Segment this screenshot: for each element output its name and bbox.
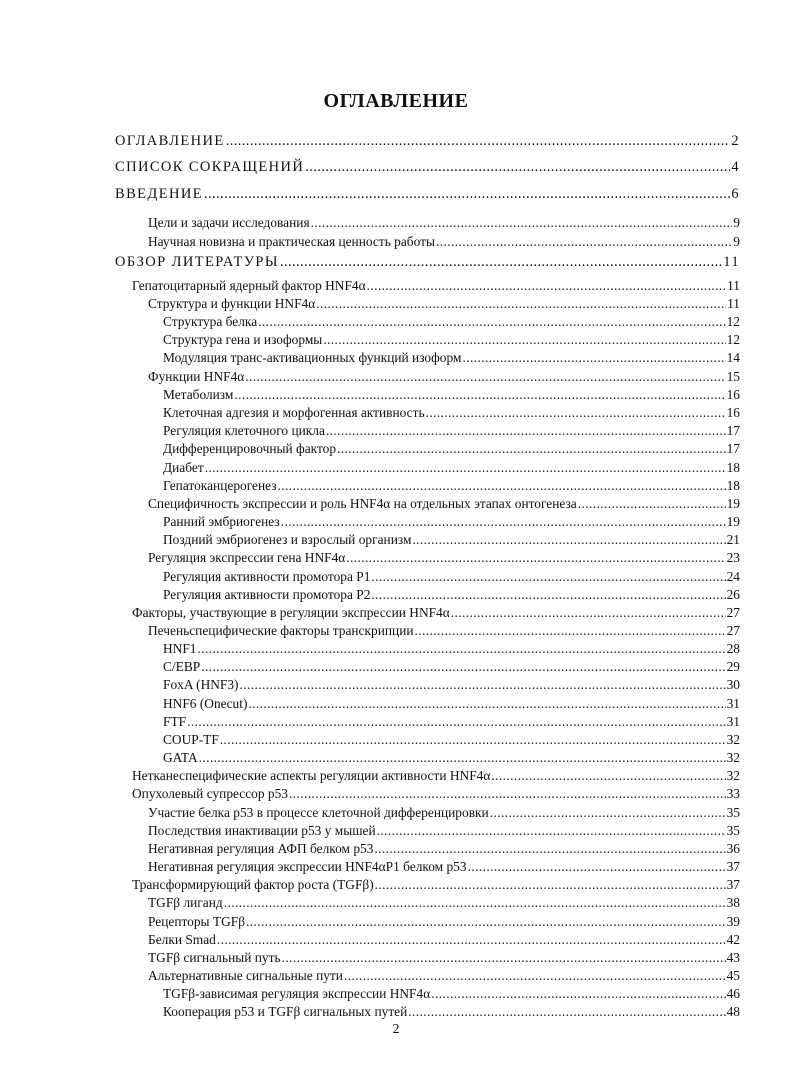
toc-leader-dots xyxy=(224,895,726,911)
toc-entry-label: Опухолевый супрессор р53 xyxy=(132,786,289,801)
toc-entry xyxy=(115,986,740,1002)
toc-entry xyxy=(115,496,740,512)
toc-leader-dots xyxy=(278,478,726,494)
toc-entry-page: 27 xyxy=(726,605,740,620)
toc-entry-page: 11 xyxy=(727,296,740,311)
toc-entry-label: Структура гена и изоформы xyxy=(163,332,323,347)
toc-entry-label: TGFβ-зависимая регуляция экспрессии HNF4α xyxy=(163,986,431,1001)
toc-entry xyxy=(115,550,740,566)
toc-entry xyxy=(115,732,740,748)
toc-entry-label: СПИСОК СОКРАЩЕНИЙ xyxy=(115,159,305,175)
toc-entry-label: Негативная регуляция АФП белком р53 xyxy=(148,841,374,856)
toc-entry xyxy=(115,569,740,585)
toc-leader-dots xyxy=(451,605,726,621)
toc-entry-label: Факторы, участвующие в регуляции экспрессии HNF4α xyxy=(132,605,450,620)
toc-entry xyxy=(115,350,740,366)
toc-entry-page: 17 xyxy=(726,441,740,456)
toc-entry-label: Диабет xyxy=(163,460,204,475)
toc-entry xyxy=(115,441,740,457)
toc-entry xyxy=(115,186,740,202)
toc-entry-page: 19 xyxy=(726,514,740,529)
toc-entry xyxy=(115,405,740,421)
toc-entry-label: ОБЗОР ЛИТЕРАТУРЫ xyxy=(115,254,279,270)
toc-entry-label: Регуляция активности промотора P1 xyxy=(163,569,371,584)
toc-leader-dots xyxy=(415,623,726,639)
toc-entry xyxy=(115,278,740,294)
toc-entry-label: FoxA (HNF3) xyxy=(163,677,239,692)
toc-entry-page: 39 xyxy=(726,914,740,929)
toc-entry-label: Гепатоканцерогенез xyxy=(163,478,277,493)
toc-entry-page: 28 xyxy=(726,641,740,656)
toc-entry xyxy=(115,234,740,250)
toc-leader-dots xyxy=(344,968,726,984)
toc-entry-page: 35 xyxy=(726,805,740,820)
toc-leader-dots xyxy=(281,514,726,530)
toc-entry-label: HNF6 (Onecut) xyxy=(163,696,248,711)
toc-entry-label: Печеньспецифические факторы транскрипции xyxy=(148,623,414,638)
toc-entry-label: Цели и задачи исследования xyxy=(148,215,310,230)
toc-leader-dots xyxy=(305,159,730,175)
toc-entry-label: FTF xyxy=(163,714,187,729)
toc-entry xyxy=(115,877,740,893)
toc-entry xyxy=(115,968,740,984)
toc-entry-page: 9 xyxy=(733,215,740,230)
toc-entry-label: Клеточная адгезия и морфогенная активность xyxy=(163,405,425,420)
toc-leader-dots xyxy=(323,332,725,348)
toc-entry-page: 18 xyxy=(726,460,740,475)
toc-entry-label: GATA xyxy=(163,750,198,765)
toc-entry xyxy=(115,768,740,784)
toc-entry-page: 24 xyxy=(726,569,740,584)
toc-entry-label: Белки Smad xyxy=(148,932,216,947)
toc-entry-page: 12 xyxy=(726,332,740,347)
toc-entry-label: COUP-TF xyxy=(163,732,219,747)
toc-entry xyxy=(115,460,740,476)
toc-entry-label: ВВЕДЕНИЕ xyxy=(115,186,203,202)
toc-entry-page: 16 xyxy=(726,387,740,402)
toc-entry-label: Регуляция клеточного цикла xyxy=(163,423,325,438)
toc-entry xyxy=(115,641,740,657)
toc-entry-page: 19 xyxy=(726,496,740,511)
toc-entry xyxy=(115,659,740,675)
toc-entry xyxy=(115,696,740,712)
toc-entry-page: 26 xyxy=(726,587,740,602)
toc-leader-dots xyxy=(246,914,726,930)
toc-leader-dots xyxy=(316,296,726,312)
toc-entry-label: HNF1 xyxy=(163,641,197,656)
toc-entry-page: 21 xyxy=(726,532,740,547)
page-title: ОГЛАВЛЕНИЕ xyxy=(323,90,469,112)
toc-leader-dots xyxy=(245,369,725,385)
toc-entry xyxy=(115,514,740,530)
toc-leader-dots xyxy=(258,314,725,330)
toc-entry-page: 11 xyxy=(723,254,740,270)
toc-leader-dots xyxy=(199,750,726,766)
toc-entry-page: 14 xyxy=(726,350,740,365)
toc-leader-dots xyxy=(217,932,726,948)
toc-entry-page: 23 xyxy=(726,550,740,565)
toc-entry-page: 31 xyxy=(726,696,740,711)
toc-entry xyxy=(115,677,740,693)
toc-entry xyxy=(115,159,740,175)
toc-leader-dots xyxy=(346,550,725,566)
toc-entry-page: 17 xyxy=(726,423,740,438)
toc-entry xyxy=(115,314,740,330)
toc-entry-label: Негативная регуляция экспрессии HNF4αP1 белком р53 xyxy=(148,859,467,874)
toc-leader-dots xyxy=(491,768,725,784)
toc-entry-label: Ранний эмбриогенез xyxy=(163,514,280,529)
toc-leader-dots xyxy=(326,423,726,439)
toc-entry xyxy=(115,605,740,621)
toc-leader-dots xyxy=(201,659,725,675)
toc-entry xyxy=(115,369,740,385)
toc-entry-page: 32 xyxy=(726,750,740,765)
toc-entry-page: 30 xyxy=(726,677,740,692)
toc-entry-page: 16 xyxy=(726,405,740,420)
toc-leader-dots xyxy=(248,696,725,712)
toc-leader-dots xyxy=(408,1004,725,1020)
toc-entry-page: 29 xyxy=(726,659,740,674)
toc-leader-dots xyxy=(282,950,726,966)
toc-entry-page: 32 xyxy=(726,768,740,783)
toc-leader-dots xyxy=(371,587,725,603)
toc-leader-dots xyxy=(240,677,726,693)
toc-entry-label: Регуляция экспрессии гена HNF4α xyxy=(148,550,346,565)
toc-entry xyxy=(115,714,740,730)
toc-entry-page: 33 xyxy=(726,786,740,801)
toc-entry xyxy=(115,423,740,439)
toc-leader-dots xyxy=(226,133,731,149)
toc-leader-dots xyxy=(280,254,722,270)
toc-entry-label: Последствия инактивации р53 у мышей xyxy=(148,823,376,838)
toc-leader-dots xyxy=(468,859,726,875)
toc-entry-page: 37 xyxy=(726,877,740,892)
toc-entry xyxy=(115,932,740,948)
toc-leader-dots xyxy=(377,823,726,839)
toc-leader-dots xyxy=(289,786,726,802)
toc-entry xyxy=(115,914,740,930)
toc-entry-label: ОГЛАВЛЕНИЕ xyxy=(115,133,225,149)
toc-entry-page: 48 xyxy=(726,1004,740,1019)
toc-entry-label: Альтернативные сигнальные пути xyxy=(148,968,343,983)
toc-entry xyxy=(115,387,740,403)
toc-entry xyxy=(115,786,740,802)
toc-leader-dots xyxy=(374,841,725,857)
toc-entry-page: 4 xyxy=(731,159,740,175)
toc-entry-label: Регуляция активности промотора P2 xyxy=(163,587,371,602)
toc-entry-page: 11 xyxy=(727,278,740,293)
toc-entry xyxy=(115,332,740,348)
toc-entry xyxy=(115,478,740,494)
toc-entry xyxy=(115,587,740,603)
toc-entry-label: Кооперация р53 и TGFβ сигнальных путей xyxy=(163,1004,408,1019)
toc-leader-dots xyxy=(220,732,726,748)
toc-leader-dots xyxy=(426,405,726,421)
toc-entry-page: 27 xyxy=(726,623,740,638)
toc-entry-label: TGFβ лиганд xyxy=(148,895,223,910)
toc-leader-dots xyxy=(205,460,726,476)
toc-entry-label: C/EBP xyxy=(163,659,201,674)
toc-leader-dots xyxy=(375,877,726,893)
toc-entry-page: 32 xyxy=(726,732,740,747)
toc-entry-label: Научная новизна и практическая ценность работы xyxy=(148,234,435,249)
toc-entry-page: 46 xyxy=(726,986,740,1001)
toc-leader-dots xyxy=(187,714,726,730)
toc-entry-label: TGFβ сигнальный путь xyxy=(148,950,281,965)
toc-leader-dots xyxy=(204,186,730,202)
toc-entry-label: Трансформирующий фактор роста (TGFβ) xyxy=(132,877,374,892)
toc-entry-page: 43 xyxy=(726,950,740,965)
toc-entry-page: 45 xyxy=(726,968,740,983)
toc-leader-dots xyxy=(371,569,725,585)
toc-entry-page: 31 xyxy=(726,714,740,729)
toc-entry-page: 42 xyxy=(726,932,740,947)
toc-entry xyxy=(115,623,740,639)
toc-entry-label: Специфичность экспрессии и роль HNF4α на отдельных этапах онтогенеза xyxy=(148,496,577,511)
toc-leader-dots xyxy=(337,441,726,457)
toc-leader-dots xyxy=(234,387,725,403)
page-number: 2 xyxy=(392,1022,400,1037)
toc-entry-page: 36 xyxy=(726,841,740,856)
toc-entry xyxy=(115,950,740,966)
toc-entry xyxy=(115,841,740,857)
toc-entry-page: 35 xyxy=(726,823,740,838)
toc-entry-label: Структура белка xyxy=(163,314,258,329)
toc-entry-page: 37 xyxy=(726,859,740,874)
toc-entry xyxy=(115,254,740,270)
toc-entry xyxy=(115,296,740,312)
toc-entry xyxy=(115,1004,740,1020)
toc-leader-dots xyxy=(462,350,725,366)
toc-leader-dots xyxy=(436,234,732,250)
toc-entry-label: Функции HNF4α xyxy=(148,369,245,384)
toc-leader-dots xyxy=(490,805,726,821)
toc-entry xyxy=(115,750,740,766)
toc-entry-label: Модуляция транс-активационных функций изоформ xyxy=(163,350,462,365)
toc-entry xyxy=(115,895,740,911)
toc-entry xyxy=(115,805,740,821)
toc-entry-label: Рецепторы TGFβ xyxy=(148,914,246,929)
toc-entry xyxy=(115,532,740,548)
toc-entry-page: 18 xyxy=(726,478,740,493)
toc-leader-dots xyxy=(367,278,726,294)
toc-leader-dots xyxy=(431,986,725,1002)
toc-entry-page: 6 xyxy=(731,186,740,202)
toc-entry-label: Участие белка р53 в процессе клеточной дифференцировки xyxy=(148,805,489,820)
toc-entry xyxy=(115,859,740,875)
toc-leader-dots xyxy=(578,496,726,512)
toc-leader-dots xyxy=(197,641,725,657)
toc-entry xyxy=(115,215,740,231)
toc-entry xyxy=(115,823,740,839)
toc-entry-label: Дифференцировочный фактор xyxy=(163,441,337,456)
toc-entry-label: Гепатоцитарный ядерный фактор HNF4α xyxy=(132,278,366,293)
toc-entry-page: 15 xyxy=(726,369,740,384)
toc-entry-label: Метаболизм xyxy=(163,387,234,402)
toc-entry-label: Структура и функции HNF4α xyxy=(148,296,316,311)
toc-entry-page: 38 xyxy=(726,895,740,910)
toc-entry-page: 9 xyxy=(733,234,740,249)
toc-leader-dots xyxy=(412,532,725,548)
toc-entry-page: 12 xyxy=(726,314,740,329)
toc-entry-page: 2 xyxy=(731,133,740,149)
toc-entry xyxy=(115,133,740,149)
toc-entry-label: Поздний эмбриогенез и взрослый организм xyxy=(163,532,412,547)
toc-entry-label: Нетканеспецифические аспекты регуляции активности HNF4α xyxy=(132,768,491,783)
toc-leader-dots xyxy=(311,215,733,231)
